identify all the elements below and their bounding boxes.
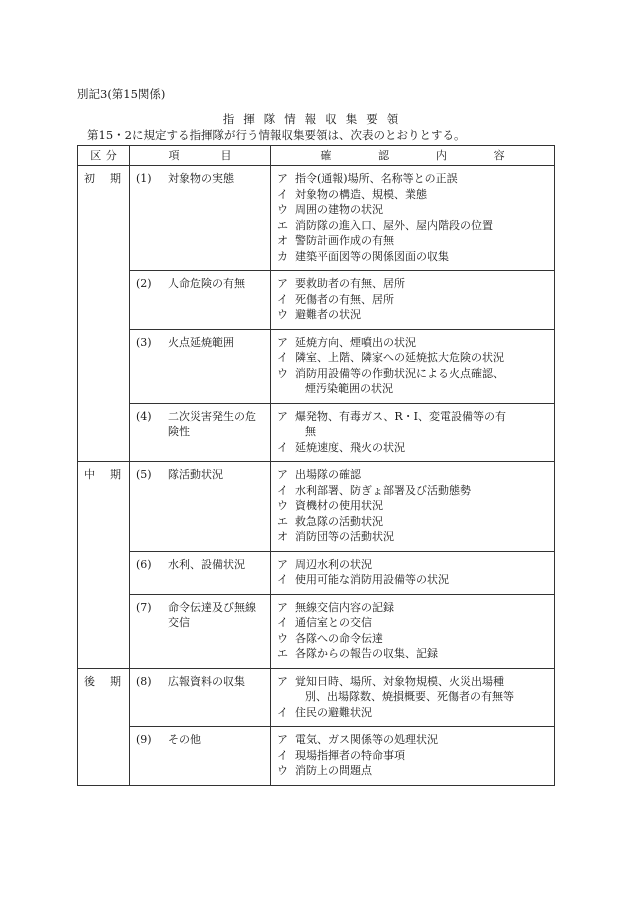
content-marker: ア (277, 733, 288, 746)
table-row (78, 271, 555, 330)
content-line (277, 705, 550, 721)
table-row (78, 329, 555, 403)
item-cell (130, 551, 271, 594)
document-reference: 別記3(第15関係) (77, 87, 166, 101)
header-item-char: 項 (168, 148, 180, 162)
content-cell (271, 329, 555, 403)
item-number: (5) (136, 468, 152, 481)
content-text: 避難者の状況 (295, 308, 361, 321)
content-marker: ア (277, 557, 288, 571)
item-label: 水利、設備状況 (168, 557, 245, 571)
content-line (277, 763, 550, 779)
content-text: 現場指揮者の特命事項 (295, 748, 405, 762)
content-line (277, 366, 550, 382)
content-marker: イ (277, 705, 288, 719)
content-text: 消防用設備等の作動状況による火点確認、 (295, 366, 504, 380)
content-marker: イ (277, 483, 288, 497)
content-line (277, 467, 550, 483)
item-number: (9) (136, 733, 152, 746)
content-line (277, 249, 550, 265)
content-line (277, 202, 550, 218)
content-marker: ア (277, 335, 288, 349)
content-line (277, 689, 550, 705)
content-text: 各隊への命令伝達 (295, 631, 383, 645)
content-line (277, 646, 550, 662)
content-text: 無線交信内容の記録 (295, 600, 394, 614)
content-text: 通信室との交信 (295, 616, 372, 629)
table-row (78, 403, 555, 462)
content-line (277, 498, 550, 514)
content-line (277, 514, 550, 530)
header-item-char: 目 (220, 148, 232, 162)
content-marker: イ (277, 748, 288, 762)
content-text: 建築平面図等の関係図面の収集 (295, 249, 449, 263)
content-text: 各隊からの報告の収集、記録 (295, 647, 438, 660)
content-marker: ウ (277, 631, 288, 645)
content-line (277, 674, 550, 690)
item-label: 隊活動状況 (168, 468, 223, 481)
content-marker (277, 381, 295, 397)
content-line (277, 529, 550, 545)
content-marker (277, 689, 295, 705)
header-content-char: 容 (493, 148, 505, 162)
content-text: 煙汚染範囲の状況 (305, 382, 393, 395)
content-line (277, 572, 550, 588)
item-cell (130, 329, 271, 403)
category-cell: 後 期 (78, 668, 130, 785)
content-text: 電気、ガス関係等の処理状況 (295, 733, 438, 746)
table-row (78, 166, 555, 271)
item-label: その他 (168, 733, 201, 746)
content-marker: ウ (277, 366, 288, 380)
header-item (130, 146, 271, 166)
content-line (277, 732, 550, 748)
content-marker: イ (277, 351, 288, 364)
content-text: 水利部署、防ぎょ部署及び活動態勢 (295, 483, 471, 497)
content-marker: ア (277, 674, 288, 688)
content-marker: ア (277, 172, 288, 185)
item-cell (130, 403, 271, 462)
info-collection-table (77, 145, 555, 786)
content-line (277, 307, 550, 323)
header-category-char: 区 (90, 148, 102, 162)
item-number: (4) (136, 409, 152, 423)
content-line (277, 424, 550, 440)
content-marker: イ (277, 440, 288, 454)
content-marker: エ (277, 514, 288, 528)
content-line (277, 233, 550, 249)
table-row (78, 462, 555, 552)
content-marker: オ (277, 234, 288, 247)
content-line (277, 292, 550, 308)
content-text: 救急隊の活動状況 (295, 514, 383, 528)
item-cell (130, 668, 271, 727)
content-marker: ア (277, 409, 288, 423)
content-line (277, 381, 550, 397)
item-label: 火点延焼範囲 (168, 335, 234, 349)
content-text: 指令(通報)場所、名称等との正誤 (295, 172, 458, 185)
item-label: 人命危険の有無 (168, 277, 245, 290)
content-text: 使用可能な消防用設備等の状況 (295, 573, 449, 586)
content-marker: ウ (277, 203, 288, 216)
content-text: 延焼方向、煙噴出の状況 (295, 335, 416, 349)
content-marker: ア (277, 277, 288, 290)
content-text: 消防上の問題点 (295, 764, 372, 777)
table-row (78, 727, 555, 786)
content-marker: ウ (277, 499, 288, 512)
item-cell (130, 594, 271, 668)
content-text: 爆発物、有毒ガス、R・I、変電設備等の有 (295, 409, 506, 423)
item-cell (130, 271, 271, 330)
content-text: 周囲の建物の状況 (295, 203, 383, 216)
content-marker: エ (277, 647, 288, 660)
content-line (277, 350, 550, 366)
content-line (277, 218, 550, 234)
header-content-char: 確 (320, 148, 332, 162)
content-text: 無 (305, 425, 316, 438)
content-text: 延焼速度、飛火の状況 (295, 440, 405, 454)
table-header-row (78, 146, 555, 166)
content-cell (271, 551, 555, 594)
content-line (277, 631, 550, 647)
content-text: 消防団等の活動状況 (295, 530, 394, 543)
item-label: 広報資料の収集 (168, 674, 245, 688)
content-marker (277, 424, 295, 440)
content-text: 出場隊の確認 (295, 468, 361, 481)
content-marker: エ (277, 218, 288, 232)
table-body (78, 166, 555, 786)
content-line (277, 171, 550, 187)
content-marker: イ (277, 616, 288, 629)
content-marker: カ (277, 249, 288, 263)
content-cell (271, 594, 555, 668)
content-line (277, 600, 550, 616)
table-row (78, 594, 555, 668)
item-label: 二次災害発生の危険性 (168, 409, 256, 438)
content-text: 死傷者の有無、居所 (295, 292, 394, 306)
content-cell (271, 271, 555, 330)
content-marker: ア (277, 600, 288, 614)
header-content-char: 内 (435, 148, 447, 162)
content-line (277, 748, 550, 764)
item-number: (3) (136, 335, 152, 349)
table-row (78, 551, 555, 594)
content-text: 周辺水利の状況 (295, 557, 372, 571)
content-line (277, 557, 550, 573)
content-marker: イ (277, 292, 288, 306)
content-text: 隣室、上階、隣家への延焼拡大危険の状況 (295, 351, 504, 364)
content-marker: ア (277, 468, 288, 481)
intro-text: 第15・2に規定する指揮隊が行う情報収集要領は、次表のとおりとする。 (87, 128, 466, 142)
content-line (277, 187, 550, 203)
header-content-char: 認 (378, 148, 390, 162)
item-number: (6) (136, 557, 152, 571)
content-text: 消防隊の進入口、屋外、屋内階段の位置 (295, 218, 493, 232)
content-text: 別、出場隊数、焼損概要、死傷者の有無等 (305, 690, 514, 703)
content-line (277, 335, 550, 351)
content-text: 住民の避難状況 (295, 705, 372, 719)
content-line (277, 615, 550, 631)
content-cell (271, 462, 555, 552)
category-cell: 初 期 (78, 166, 130, 462)
content-text: 対象物の構造、規模、業態 (295, 187, 427, 201)
content-text: 資機材の使用状況 (295, 499, 383, 512)
header-category (78, 146, 130, 166)
item-number: (7) (136, 600, 152, 614)
item-number: (8) (136, 674, 152, 688)
item-cell (130, 462, 271, 552)
content-text: 要救助者の有無、居所 (295, 277, 405, 290)
content-cell (271, 727, 555, 786)
content-cell (271, 668, 555, 727)
item-number: (2) (136, 277, 152, 290)
item-cell (130, 727, 271, 786)
content-marker: イ (277, 187, 288, 201)
content-marker: ウ (277, 764, 288, 777)
content-line (277, 276, 550, 292)
document-title: 指揮隊情報収集要領 (222, 112, 408, 126)
content-text: 覚知日時、場所、対象物規模、火災出場種 (295, 674, 504, 688)
table-row (78, 668, 555, 727)
item-cell (130, 166, 271, 271)
item-label: 命令伝達及び無線交信 (168, 600, 256, 629)
header-category-char: 分 (105, 148, 117, 162)
item-number: (1) (136, 172, 152, 185)
content-line (277, 440, 550, 456)
content-marker: イ (277, 573, 288, 586)
content-text: 警防計画作成の有無 (295, 234, 394, 247)
category-cell: 中 期 (78, 462, 130, 669)
content-cell (271, 166, 555, 271)
header-content (271, 146, 555, 166)
item-label: 対象物の実態 (168, 172, 234, 185)
content-line (277, 483, 550, 499)
content-marker: ウ (277, 308, 288, 321)
content-line (277, 409, 550, 425)
content-cell (271, 403, 555, 462)
content-marker: オ (277, 530, 288, 543)
